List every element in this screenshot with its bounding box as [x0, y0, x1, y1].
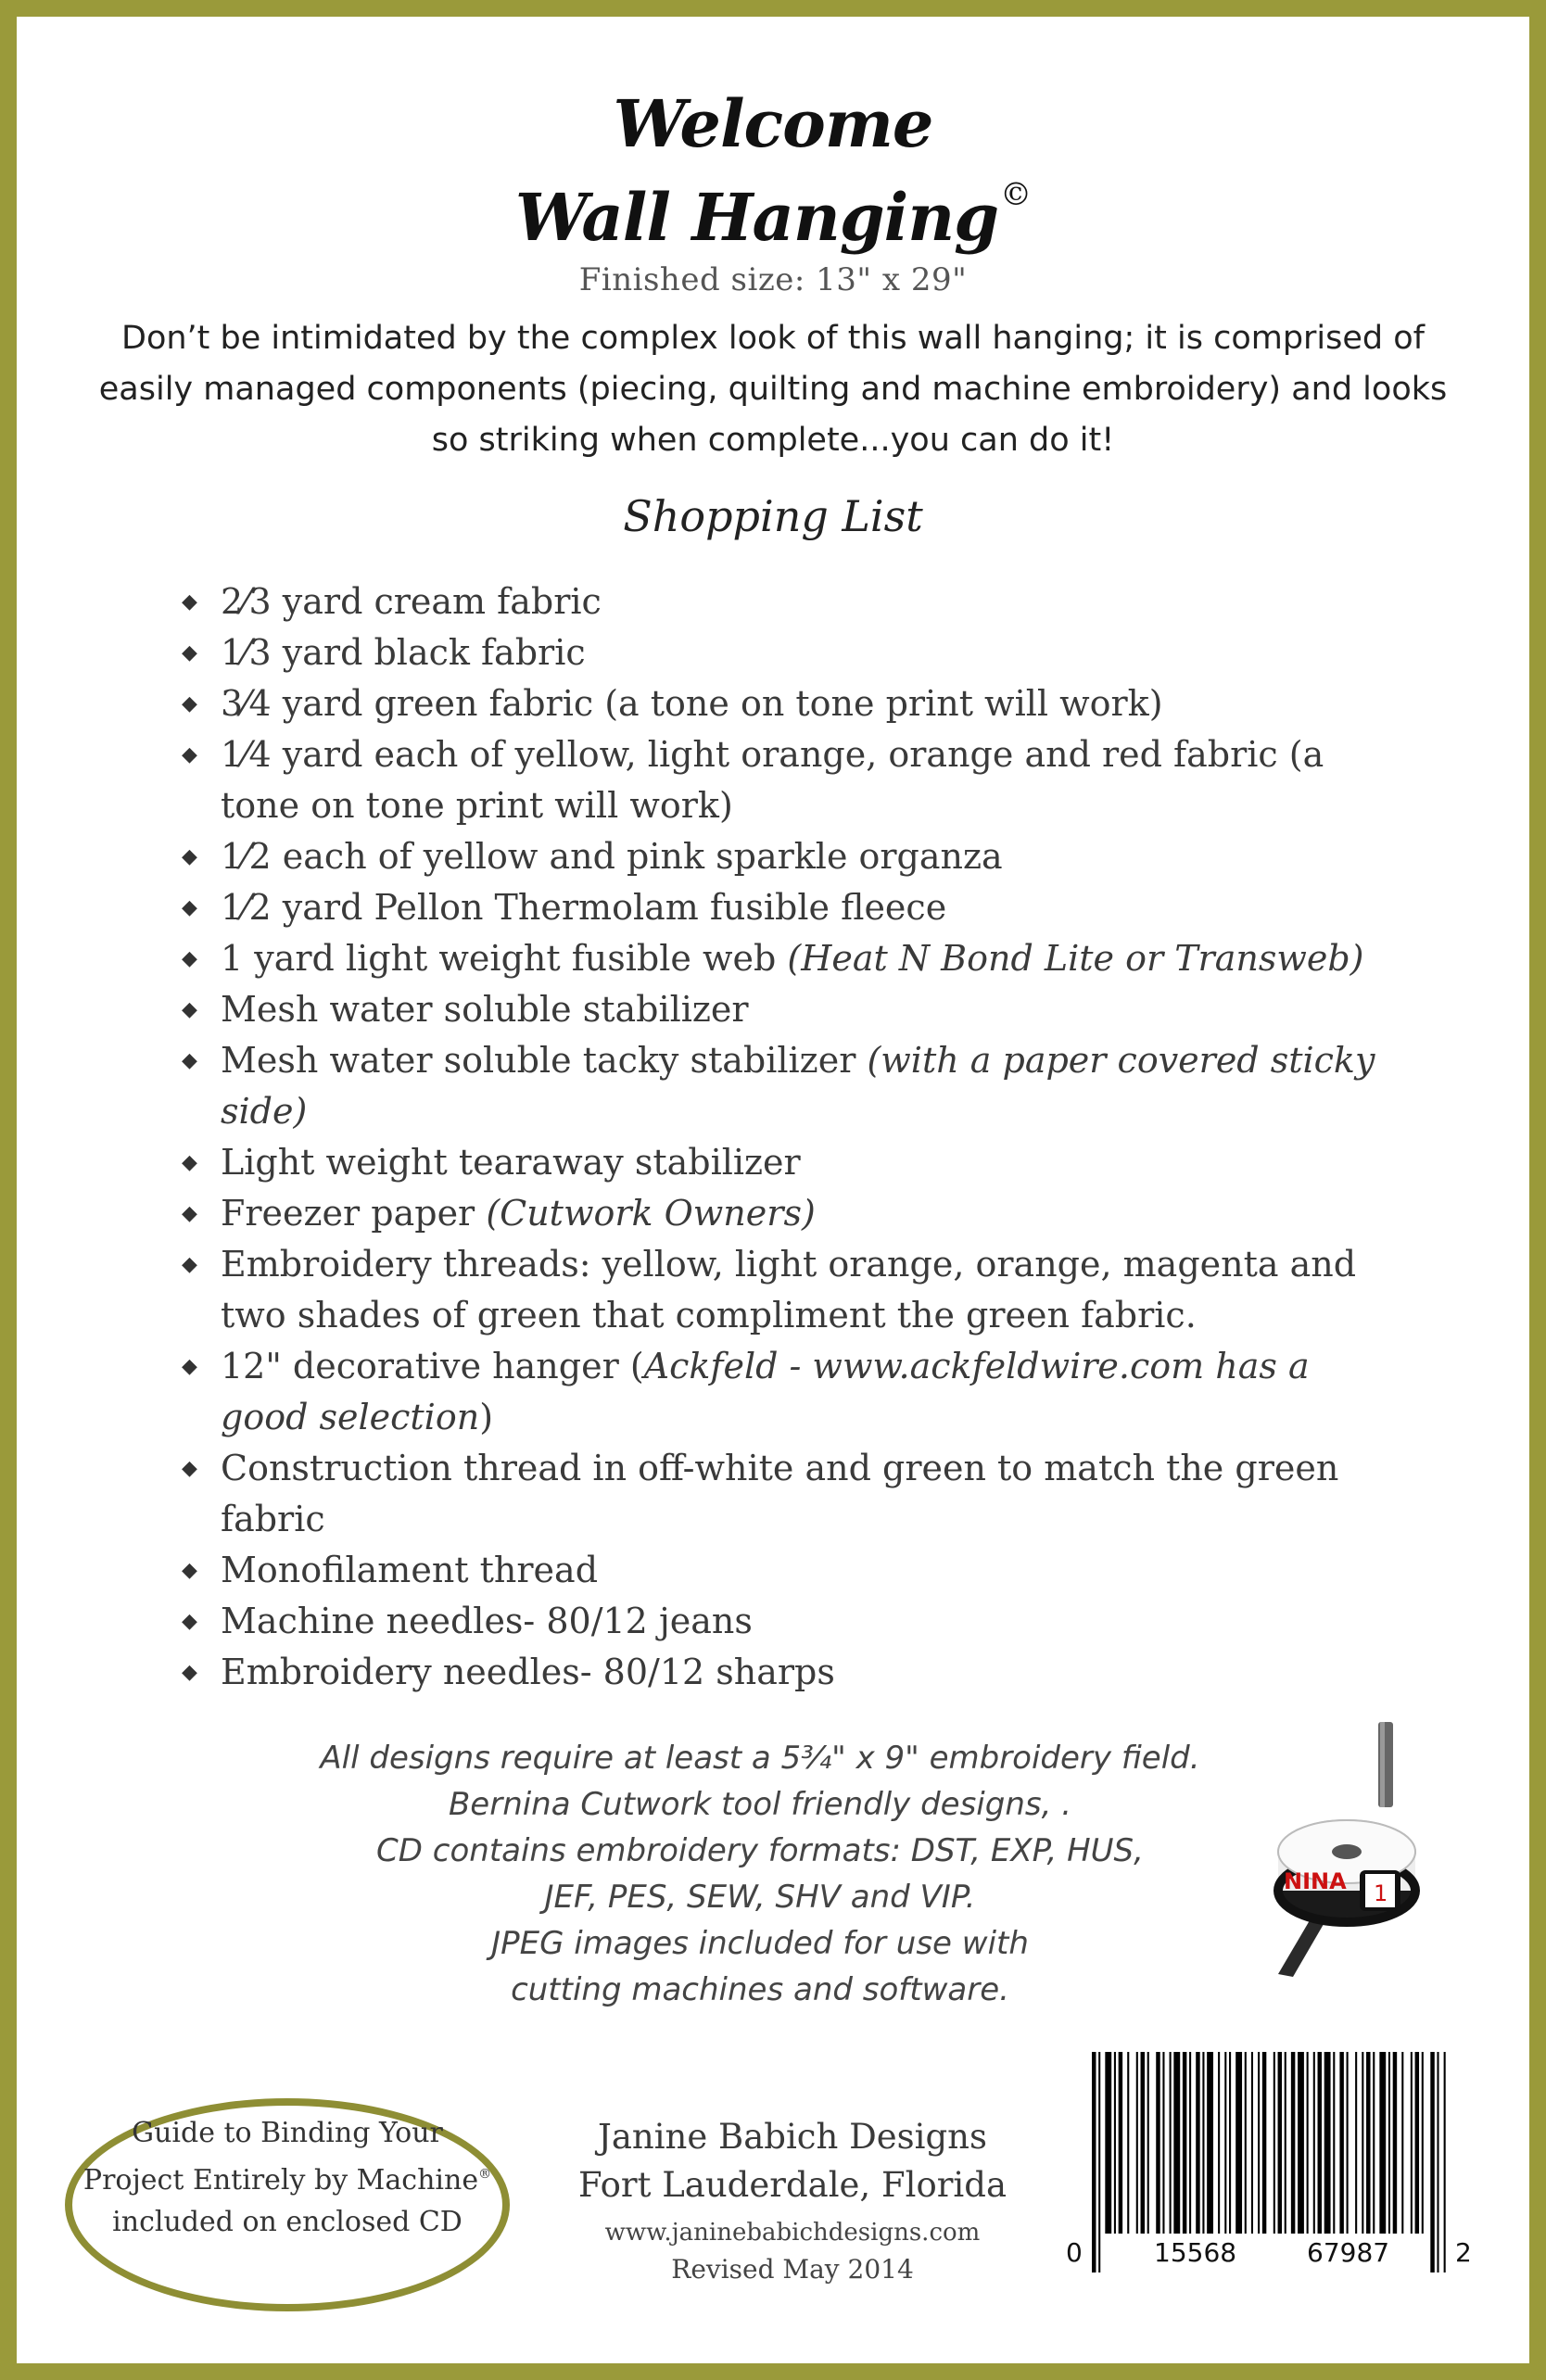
binding-badge-text	[65, 2112, 510, 2243]
barcode-digit: 15568	[1154, 2237, 1237, 2268]
company-website: www.janinebabichdesigns.com	[604, 2219, 981, 2247]
barcode-digit: 67987	[1307, 2237, 1390, 2268]
barcode-digits	[1061, 2237, 1497, 2274]
shopping-list-item	[182, 831, 1405, 882]
item-note: (Heat N Bond Lite or Transweb)	[787, 938, 1364, 979]
barcode-bar	[1162, 2052, 1164, 2234]
barcode-digit: 0	[1066, 2237, 1083, 2268]
shopping-list-title: Shopping List	[623, 491, 923, 541]
bullet-icon: ◆	[182, 1559, 197, 1582]
bullet-icon: ◆	[182, 1151, 197, 1174]
barcode-bar	[1141, 2052, 1145, 2234]
barcode-bar	[1189, 2052, 1191, 2234]
barcode-bar	[1422, 2052, 1424, 2234]
item-text: Mesh water soluble stabilizer	[221, 989, 749, 1030]
item-text: 1⁄4 yard each of yellow, light orange, orange and red fabric (a tone on tone print will work)	[221, 734, 1324, 826]
badge-line: Guide to Binding Your	[132, 2117, 443, 2149]
barcode-bar	[1339, 2052, 1343, 2234]
barcode-bar	[1156, 2052, 1160, 2234]
bullet-icon: ◆	[182, 1457, 197, 1480]
barcode-bar	[1147, 2052, 1149, 2234]
barcode-bar	[1229, 2052, 1231, 2234]
item-text: Embroidery threads: yellow, light orange, orange, magenta and two shades of green that compliment the green fabric.	[221, 1244, 1357, 1336]
barcode-bar	[1388, 2052, 1390, 2234]
bullet-icon: ◆	[182, 692, 197, 715]
shopping-list	[182, 576, 1405, 1698]
barcode-bar	[1207, 2052, 1213, 2234]
barcode-bar	[1411, 2052, 1413, 2234]
bullet-icon: ◆	[182, 947, 197, 970]
barcode-bar	[1415, 2052, 1419, 2234]
item-text: 2⁄3 yard cream fabric	[221, 581, 602, 622]
shopping-list-item	[182, 1035, 1405, 1137]
barcode-bar	[1379, 2052, 1386, 2234]
barcode-bar	[1291, 2052, 1295, 2234]
item-note: (with a paper covered sticky side)	[221, 1040, 1375, 1132]
finished-size: Finished size: 13" x 29"	[578, 261, 968, 298]
copyright-mark: ©	[1000, 176, 1032, 213]
barcode-bar	[1278, 2052, 1282, 2234]
bullet-icon: ◆	[182, 1610, 197, 1633]
company-city: Fort Lauderdale, Florida	[577, 2165, 1007, 2205]
item-note: (Cutwork Owners)	[486, 1193, 816, 1234]
shopping-list-item	[182, 627, 1405, 678]
item-text: Freezer paper	[221, 1193, 487, 1234]
intro-paragraph: Don’t be intimidated by the complex look of this wall hanging; it is comprised of easily managed components (piecing, quilting and machine embroidery) and looks so striking when complete...you can do it!	[98, 320, 1448, 459]
shopping-list-item	[182, 1341, 1405, 1443]
barcode-bar	[1318, 2052, 1322, 2234]
shopping-list-item	[182, 1188, 1405, 1239]
item-text: 1 yard light weight fusible web	[221, 938, 788, 979]
item-text: Mesh water soluble tacky stabilizer	[221, 1040, 868, 1081]
barcode-bar	[1362, 2052, 1363, 2234]
shopping-list-item	[182, 1239, 1405, 1341]
barcode-bar	[1274, 2052, 1275, 2234]
tool-number: 1	[1374, 1880, 1388, 1906]
bullet-icon: ◆	[182, 1202, 197, 1225]
barcode-bar	[1366, 2052, 1370, 2234]
barcode-bar	[1119, 2052, 1122, 2234]
barcode-bar	[1355, 2052, 1357, 2234]
bullet-icon: ◆	[182, 1253, 197, 1276]
designs-note-line: cutting machines and software.	[511, 1971, 1009, 2008]
item-text: Construction thread in off-white and green to match the green fabric	[221, 1448, 1339, 1539]
item-text: Embroidery needles- 80/12 sharps	[221, 1652, 835, 1692]
badge-line: included on enclosed CD	[112, 2206, 463, 2238]
revised-date: Revised May 2014	[671, 2254, 914, 2285]
barcode-bar	[1307, 2052, 1309, 2234]
barcode-bar	[1333, 2052, 1335, 2234]
bullet-icon: ◆	[182, 1661, 197, 1684]
designs-note	[250, 1735, 1270, 2013]
designs-note-line: JPEG images included for use with	[491, 1925, 1029, 1962]
designs-note-line: JEF, PES, SEW, SHV and VIP.	[544, 1879, 976, 1916]
bullet-icon: ◆	[182, 743, 197, 766]
barcode-bar	[1170, 2052, 1172, 2234]
shopping-list-item	[182, 678, 1405, 729]
item-text: Machine needles- 80/12 jeans	[221, 1601, 753, 1641]
barcode-bar	[1245, 2052, 1247, 2234]
bullet-icon: ◆	[182, 1355, 197, 1378]
shopping-list-item	[182, 882, 1405, 933]
barcode-bar	[1105, 2052, 1111, 2234]
cutwork-tool-icon	[1256, 1722, 1460, 1981]
barcode-bar	[1183, 2052, 1186, 2234]
shopping-list-item	[182, 729, 1405, 831]
shopping-list-item	[182, 933, 1405, 984]
item-text: 1⁄2 yard Pellon Thermolam fusible fleece	[221, 887, 947, 928]
barcode-bar	[1373, 2052, 1375, 2234]
barcode-bar	[1173, 2052, 1180, 2234]
bullet-icon: ◆	[182, 896, 197, 919]
barcode-bar	[1393, 2052, 1397, 2234]
item-text: 1⁄2 each of yellow and pink sparkle organza	[221, 836, 1003, 877]
badge-line-text: Project Entirely by Machine	[82, 2164, 479, 2196]
barcode-bar	[1401, 2052, 1403, 2234]
barcode-bar	[1251, 2052, 1253, 2234]
barcode-bar	[1136, 2052, 1138, 2234]
barcode-bar	[1324, 2052, 1331, 2234]
designs-note-line: All designs require at least a 5¾" x 9" embroidery field.	[320, 1740, 1200, 1777]
designs-note-line: CD contains embroidery formats: DST, EXP, HUS,	[376, 1832, 1144, 1869]
title-text: Wall Hanging	[514, 179, 999, 256]
bullet-icon: ◆	[182, 590, 197, 614]
bullet-icon: ◆	[182, 641, 197, 665]
shopping-list-item	[182, 576, 1405, 627]
item-text: 3⁄4 yard green fabric (a tone on tone print will work)	[221, 683, 1163, 724]
company-name: Janine Babich Designs	[597, 2117, 987, 2157]
barcode-bar	[1218, 2052, 1220, 2234]
barcode-bar	[1347, 2052, 1349, 2234]
shopping-list-item	[182, 1443, 1405, 1545]
shopping-list-item	[182, 1137, 1405, 1188]
item-text: 12" decorative hanger (	[221, 1346, 644, 1386]
registered-mark: ®	[478, 2167, 492, 2182]
barcode-bar	[1236, 2052, 1242, 2234]
bullet-icon: ◆	[182, 998, 197, 1021]
badge-line	[65, 2154, 510, 2201]
item-text: Monofilament thread	[221, 1550, 599, 1590]
page-title-line2	[0, 176, 1546, 256]
barcode-bar	[1114, 2052, 1116, 2234]
barcode-bar	[1127, 2052, 1129, 2234]
item-note: Ackfeld - www.ackfeldwire.com has a good selection	[221, 1346, 1310, 1437]
shopping-list-item	[182, 1647, 1405, 1698]
barcode-bar	[1298, 2052, 1304, 2234]
barcode-bar	[1262, 2052, 1266, 2234]
barcode-bar	[1313, 2052, 1315, 2234]
item-text: 1⁄3 yard black fabric	[221, 632, 586, 673]
barcode-digit: 2	[1455, 2237, 1472, 2268]
designs-note-line: Bernina Cutwork tool friendly designs, .	[448, 1786, 1072, 1823]
page-title-line1: Welcome	[613, 85, 933, 162]
barcode-bar	[1285, 2052, 1286, 2234]
barcode-bar	[1196, 2052, 1199, 2234]
item-suffix: )	[479, 1397, 494, 1437]
shopping-list-item	[182, 984, 1405, 1035]
bullet-icon: ◆	[182, 845, 197, 868]
barcode-bar	[1202, 2052, 1204, 2234]
barcode-bar	[1258, 2052, 1260, 2234]
shopping-list-item	[182, 1596, 1405, 1647]
bullet-icon: ◆	[182, 1049, 197, 1072]
shopping-list-item	[182, 1545, 1405, 1596]
tool-label: NINA	[1284, 1868, 1347, 1894]
item-text: Light weight tearaway stabilizer	[221, 1142, 801, 1183]
barcode-bar	[1224, 2052, 1226, 2234]
